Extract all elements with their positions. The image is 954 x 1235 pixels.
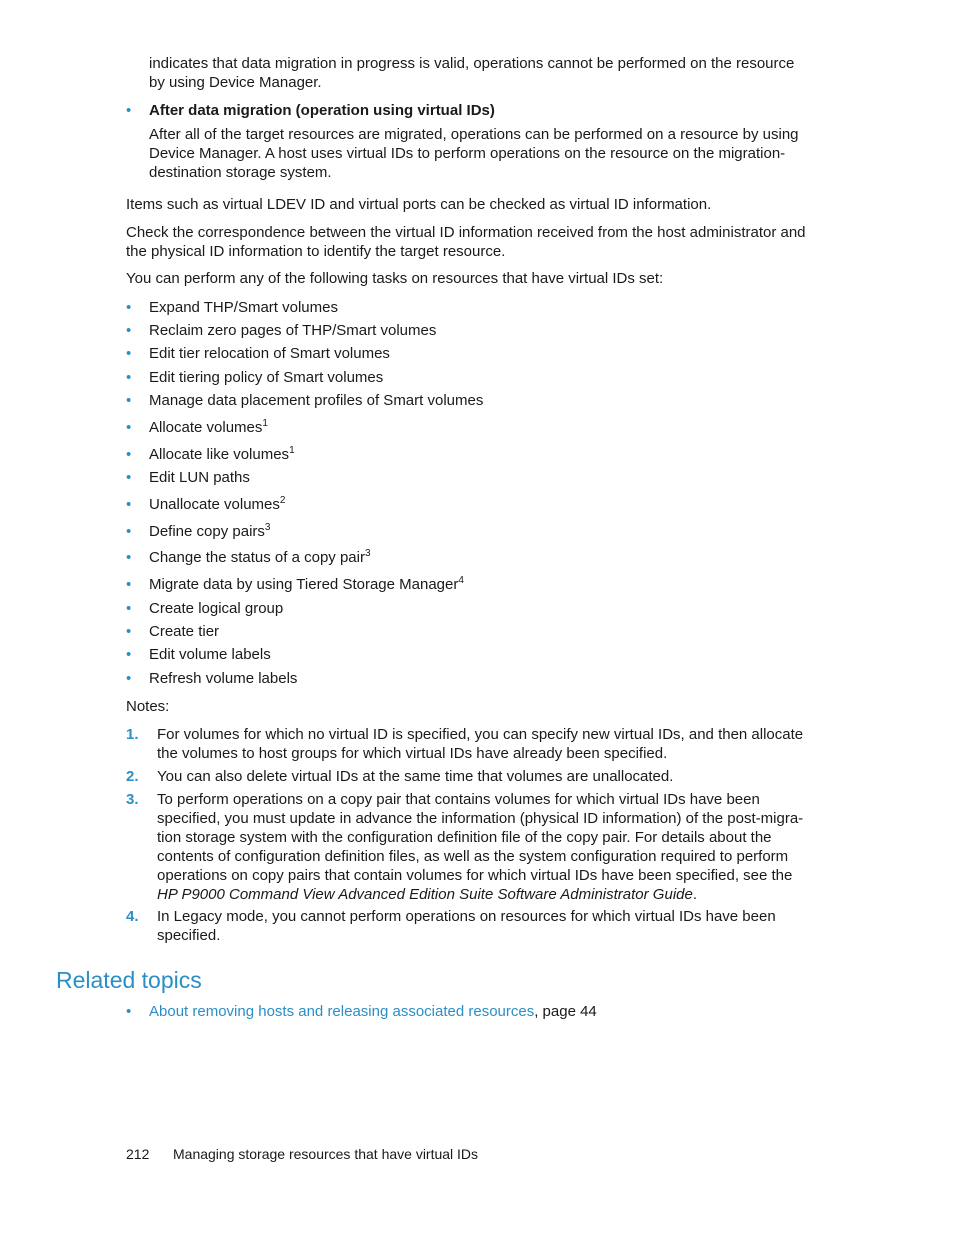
task-text-wrapper <box>149 599 283 618</box>
after-migration-bullet <box>126 101 806 121</box>
paragraph-virtual-id-info: Items such as virtual LDEV ID and virtual ports can be checked as virtual ID information. <box>126 196 712 213</box>
task-text-wrapper <box>149 575 464 594</box>
bullet-icon: • <box>126 299 132 316</box>
bullet-icon: • <box>126 576 132 593</box>
footer-page-number: 212 <box>126 1146 150 1162</box>
bullet-icon: • <box>126 496 132 513</box>
bullet-icon: • <box>126 670 132 687</box>
footnote-marker: 3 <box>264 522 271 533</box>
task-list-item <box>126 622 806 642</box>
task-list-item <box>126 298 806 318</box>
task-list-item <box>126 599 806 619</box>
task-list-item <box>126 418 806 438</box>
task-list-item <box>126 645 806 665</box>
bullet-icon: • <box>126 345 132 362</box>
task-text-wrapper <box>149 445 295 464</box>
paragraph-tasks-intro: You can perform any of the following tasks on resources that have virtual IDs set: <box>126 270 664 287</box>
note-tail: . <box>692 886 698 903</box>
task-label: Unallocate volumes <box>149 496 280 513</box>
footnote-marker: 1 <box>289 445 295 456</box>
bullet-icon: • <box>126 419 132 436</box>
task-label: Reclaim zero pages of THP/Smart volumes <box>149 322 437 339</box>
related-topic-page: , page 44 <box>534 1003 597 1020</box>
intro-continuation: indicates that data migration in progress is valid, operations cannot be performed on the resource by using Device Manager. <box>149 55 795 91</box>
task-label: Edit volume labels <box>149 646 271 663</box>
bullet-icon: • <box>126 623 132 640</box>
task-text-wrapper <box>149 622 219 641</box>
task-text-wrapper <box>149 548 371 567</box>
task-label: Create tier <box>149 623 220 640</box>
related-topics-heading: Related topics <box>56 967 202 993</box>
notes-label: Notes: <box>126 698 170 715</box>
task-list-item <box>126 522 806 542</box>
task-text-wrapper <box>149 522 270 541</box>
bullet-icon: • <box>126 322 132 339</box>
task-label: Expand THP/Smart volumes <box>149 299 338 316</box>
task-text-wrapper <box>149 669 297 688</box>
guide-title: HP P9000 Command View Advanced Edition Suite Software Administrator Guide <box>157 886 693 903</box>
task-label: Change the status of a copy pair <box>149 549 365 566</box>
task-label: Edit tier relocation of Smart volumes <box>149 345 390 362</box>
task-list-item <box>126 495 806 515</box>
bullet-icon: • <box>126 646 132 663</box>
task-text-wrapper <box>149 468 250 487</box>
task-text-wrapper <box>149 321 436 340</box>
task-label: Edit tiering policy of Smart volumes <box>149 369 384 386</box>
note-number: 1. <box>126 726 139 743</box>
task-list-item <box>126 468 806 488</box>
note-text-with-reference <box>157 790 807 904</box>
note-number: 2. <box>126 768 139 785</box>
task-text-wrapper <box>149 368 383 387</box>
task-list-item <box>126 575 806 595</box>
note-text: To perform operations on a copy pair that contains volumes for which virtual IDs have been specified, you must update in advance the information (physical ID information) of the post-migra-tion storage system with the configuration definition file of the copy pair. For details about the contents of configuration definition files, as well as the system configuration required to perform operations on copy pairs that contain volumes for which virtual IDs have been specified, see the <box>157 791 804 884</box>
task-text-wrapper <box>149 495 285 514</box>
after-migration-text: After all of the target resources are migrated, operations can be performed on a resource by using Device Manager. A host uses virtual IDs to perform operations on the resource on the migration-destination storage system. <box>149 126 799 181</box>
bullet-icon: • <box>126 469 132 486</box>
task-list-item <box>126 669 806 689</box>
bullet-icon: • <box>126 102 132 119</box>
task-label: Define copy pairs <box>149 523 265 540</box>
bullet-icon: • <box>126 600 132 617</box>
task-list-item <box>126 445 806 465</box>
note-text: You can also delete virtual IDs at the same time that volumes are unallocated. <box>157 768 674 785</box>
task-text-wrapper <box>149 344 390 363</box>
task-label: Allocate volumes <box>149 419 263 436</box>
note-text: For volumes for which no virtual ID is specified, you can specify new virtual IDs, and then allocate the volumes to host groups for which virtual IDs have already been specified. <box>157 726 804 762</box>
related-topic-link[interactable]: About removing hosts and releasing associated resources <box>149 1003 535 1020</box>
task-text-wrapper <box>149 391 483 410</box>
task-label: Allocate like volumes <box>149 446 290 463</box>
task-label: Create logical group <box>149 600 284 617</box>
task-label: Refresh volume labels <box>149 670 298 687</box>
footer-title: Managing storage resources that have virtual IDs <box>173 1146 479 1162</box>
footnote-marker: 2 <box>279 495 286 506</box>
note-text: In Legacy mode, you cannot perform operations on resources for which virtual IDs have been specified. <box>157 908 776 944</box>
bullet-icon: • <box>126 369 132 386</box>
bullet-icon: • <box>126 523 132 540</box>
note-number: 3. <box>126 791 139 808</box>
task-list-item <box>126 321 806 341</box>
footnote-marker: 4 <box>458 575 464 586</box>
footnote-marker: 1 <box>262 418 268 429</box>
related-topic-item <box>126 1002 806 1022</box>
task-label: Manage data placement profiles of Smart volumes <box>149 392 484 409</box>
task-list-item <box>126 368 806 388</box>
task-text-wrapper <box>149 645 271 664</box>
task-text-wrapper <box>149 298 338 317</box>
bullet-icon: • <box>126 446 132 463</box>
task-list-item <box>126 548 806 568</box>
task-text-wrapper <box>149 418 268 437</box>
bullet-icon: • <box>126 1003 132 1020</box>
task-label: Migrate data by using Tiered Storage Manager <box>149 576 459 593</box>
footnote-marker: 3 <box>364 548 371 559</box>
task-list-item <box>126 391 806 411</box>
task-list-item <box>126 344 806 364</box>
note-number: 4. <box>126 908 139 925</box>
after-migration-heading: After data migration (operation using virtual IDs) <box>149 102 495 119</box>
paragraph-check-correspondence: Check the correspondence between the virtual ID information received from the host administrator and the physical ID information to identify the target resource. <box>126 224 806 260</box>
bullet-icon: • <box>126 392 132 409</box>
task-label: Edit LUN paths <box>149 469 250 486</box>
bullet-icon: • <box>126 549 132 566</box>
